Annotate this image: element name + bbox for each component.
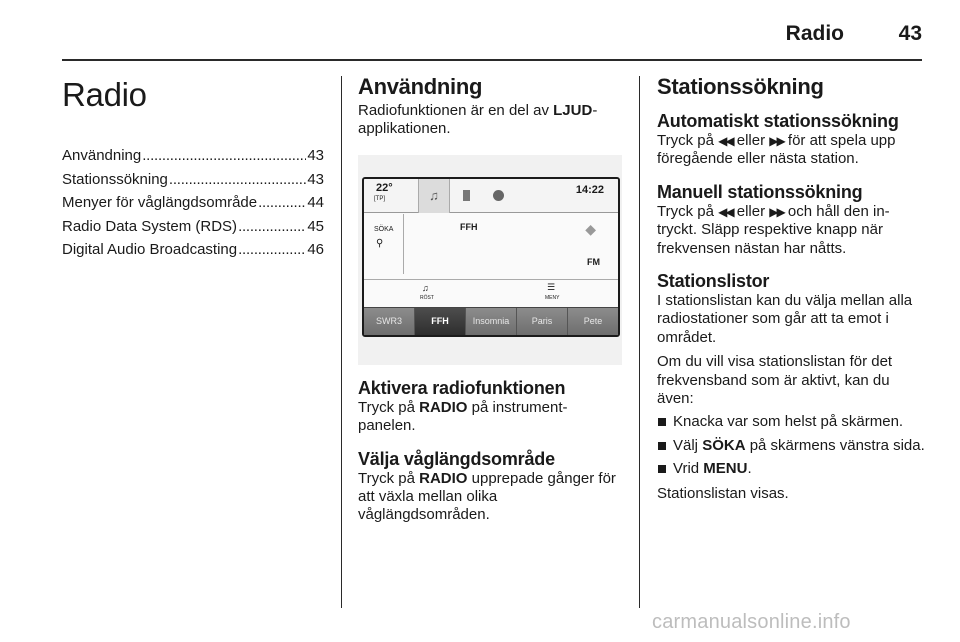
section-heading-auto: Automatiskt stationssökning: [657, 111, 899, 131]
activate-text: Tryck på RADIO på instrument-panelen.: [358, 398, 568, 435]
bullet-icon: [658, 465, 666, 473]
station-list-text-2: Om du vill visa stationslistan för det frekvensband som är aktivt, kan du även:: [657, 353, 893, 408]
radio-screen-illustration: [358, 155, 622, 365]
section-heading-band: Välja våglängdsområde: [358, 448, 555, 469]
toc-entry[interactable]: Stationssökning . . . 43: [62, 168, 324, 192]
music-note-icon: ♫: [418, 179, 450, 213]
station-list-steps: [657, 413, 927, 478]
previous-track-icon: ◀◀: [718, 134, 733, 148]
display-top-bar: [364, 179, 618, 213]
preset-button: SWR3: [364, 308, 415, 335]
app-tabs: [418, 179, 514, 213]
search-icon: ⚲: [376, 237, 384, 249]
temperature-readout: 22°: [376, 181, 393, 194]
station-name: FFH: [460, 221, 478, 232]
station-list-text-1: I stationslistan kan du välja mellan alla radiostationer som går att ta emot i området.: [657, 292, 913, 346]
preset-button: Pete: [568, 308, 618, 335]
menu-icon: ☰: [547, 281, 556, 292]
auto-text: Tryck på ◀◀ eller ▶▶ för att spela upp föregående eller nästa station.: [657, 132, 896, 168]
display-action-row: [364, 279, 618, 309]
list-item: Knacka var som helst på skärmen.: [657, 413, 927, 431]
bullet-icon: [658, 418, 666, 426]
section-heading-station-search: Stationssökning: [657, 74, 824, 99]
preset-bar: [364, 307, 618, 335]
section-heading-manual: Manuell stationssökning: [657, 181, 863, 202]
voice-icon: ♫: [422, 282, 429, 293]
navigation-icon: [482, 179, 514, 213]
section-heading-station-list: Stationslistor: [657, 271, 770, 292]
watermark: carmanualsonline.info: [652, 611, 851, 633]
clock-readout: 14:22: [575, 183, 604, 196]
preset-button: Paris: [517, 308, 568, 335]
column-divider-2: [639, 76, 640, 608]
infotainment-display: [362, 177, 620, 337]
toc-entry[interactable]: Användning . . . 43: [62, 144, 324, 168]
toc-entry[interactable]: Radio Data System (RDS) . . . 45: [62, 215, 324, 239]
voice-label: RÖST: [420, 294, 434, 301]
band-label: FM: [587, 256, 600, 267]
column-station-search: [657, 74, 927, 503]
list-item: Vrid MENU.: [657, 460, 927, 478]
page-number: 43: [898, 22, 922, 45]
page-header: [62, 18, 922, 58]
preset-button: Insomnia: [466, 308, 517, 335]
column-divider-1: [341, 76, 342, 608]
table-of-contents: [62, 144, 324, 262]
usage-intro: Radiofunktionen är en del av LJUD-applikationen.: [358, 102, 598, 138]
menu-label: MENY: [545, 294, 560, 301]
search-label: SÖKA: [374, 225, 394, 233]
next-track-icon: ▶▶: [769, 204, 784, 219]
running-title: Radio: [785, 22, 844, 45]
next-track-icon: ▶▶: [769, 134, 784, 148]
preset-button-selected: FFH: [415, 308, 466, 335]
column-usage: [358, 74, 622, 525]
section-heading-usage: Användning: [358, 74, 483, 99]
toc-entry[interactable]: Digital Audio Broadcasting . . . 46: [62, 238, 324, 262]
header-rule: [62, 59, 922, 61]
section-heading-activate: Aktivera radiofunktionen: [358, 377, 566, 398]
band-text: Tryck på RADIO upprepade gånger för att växla mellan olika våglängdsområden.: [358, 469, 616, 524]
phone-icon: [450, 179, 482, 213]
bullet-icon: [658, 442, 666, 450]
toc-entry[interactable]: Menyer för våglängdsområde . . . 44: [62, 191, 324, 215]
tuner-icon: ◆: [585, 220, 596, 237]
search-panel: [364, 214, 404, 274]
list-item: Välj SÖKA på skärmens vänstra sida.: [657, 437, 927, 455]
station-list-result: Stationslistan visas.: [657, 484, 789, 502]
chapter-title: Radio: [62, 76, 147, 113]
previous-track-icon: ◀◀: [718, 204, 733, 219]
column-contents: [62, 74, 324, 262]
manual-text: Tryck på ◀◀ eller ▶▶ och håll den in-tryckt. Släpp respektive knapp när frekvensen nästan har nåtts.: [657, 202, 890, 257]
tp-indicator: [TP]: [374, 195, 386, 202]
